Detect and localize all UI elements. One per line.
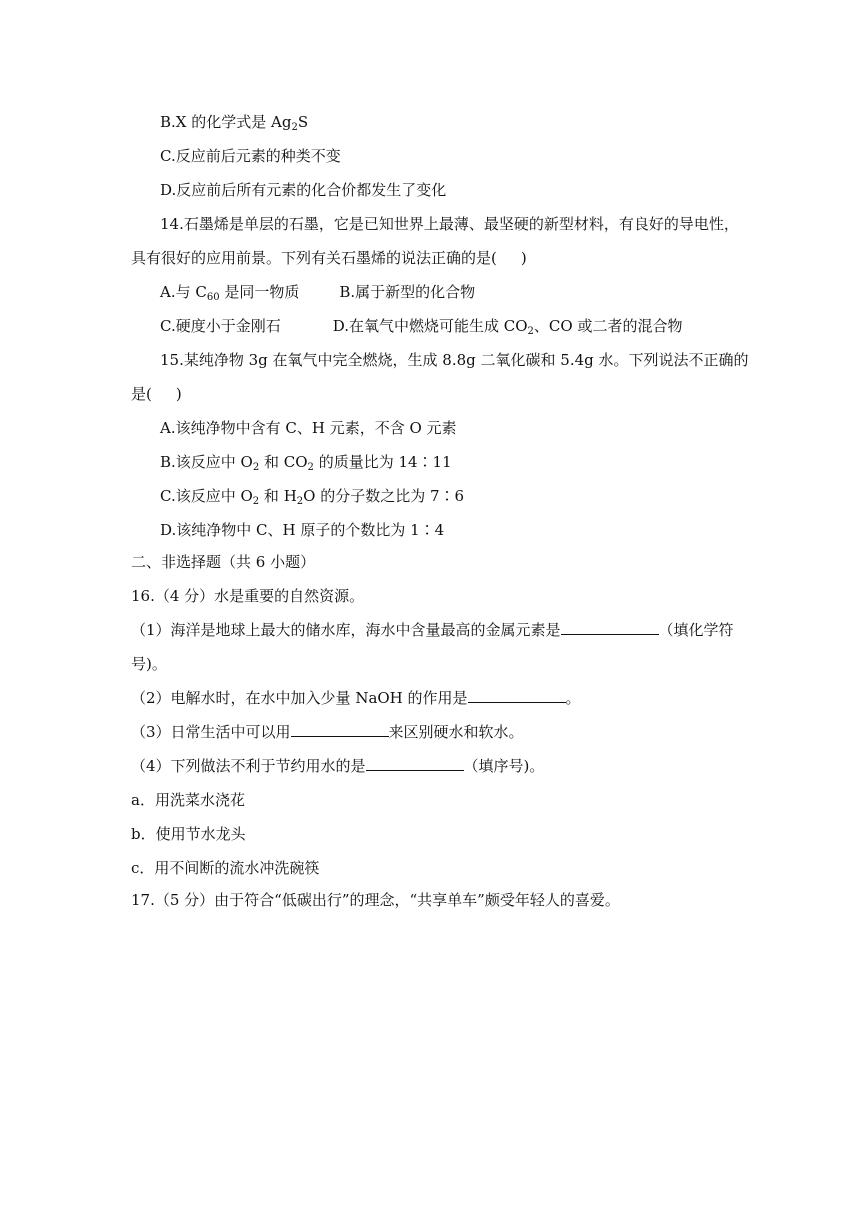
q13-option-d: D.反应前后所有元素的化合价都发生了变化: [160, 181, 447, 199]
q14-option-d: D.在氧气中燃烧可能生成 $CO_2$、CO 或二者的混合物: [332, 317, 683, 337]
q16-option-a: a．用洗菜水浇花: [131, 791, 245, 809]
q16-part2-blank[interactable]: [468, 688, 566, 703]
q16-part1-line1: （1）海洋是地球上最大的储水库，海水中含量最高的金属元素是 （填化学符: [131, 621, 734, 639]
q16-part4: （4）下列做法不利于节约用水的是 （填序号)。: [131, 757, 545, 775]
q14-options-ab: [160, 282, 475, 302]
q16-part1-line2: 号)。: [131, 655, 167, 673]
q16-part1-blank[interactable]: [561, 620, 659, 635]
q14-option-c: C.硬度小于金刚石: [160, 317, 281, 335]
q16-part3-blank[interactable]: [291, 722, 389, 737]
q16-part2: （2）电解水时，在水中加入少量 NaOH 的作用是 。: [131, 689, 581, 707]
section-heading: 二、非选择题（共 6 小题）: [131, 553, 316, 571]
q16-option-c: c．用不间断的流水冲洗碗筷: [131, 859, 320, 877]
q15-stem-line2: 是( ): [131, 385, 182, 403]
q15-option-b: B.该反应中 $O_2$ 和 $CO_2$ 的质量比为 14∶11: [160, 453, 452, 473]
q14-options-cd: [160, 316, 682, 336]
q14-stem-line1: 14.石墨烯是单层的石墨，它是已知世界上最薄、最坚硬的新型材料，有良好的导电性，: [160, 215, 739, 233]
q13-option-c: C.反应前后元素的种类不变: [160, 147, 341, 165]
q15-stem-line1: 15.某纯净物 3g 在氧气中完全燃烧，生成 8.8g 二氧化碳和 5.4g 水。下列说法不正确的: [160, 351, 749, 369]
q13-option-b: B.X 的化学式是 $Ag_2S$: [160, 113, 309, 133]
q16-option-b: b．使用节水龙头: [131, 825, 246, 843]
q15-option-a: A.该纯净物中含有 C、H 元素，不含 O 元素: [160, 419, 457, 437]
q16-part3: （3）日常生活中可以用 来区别硬水和软水。: [131, 723, 524, 741]
q14-option-b: B.属于新型的化合物: [339, 283, 476, 301]
q16-part4-blank[interactable]: [366, 756, 464, 771]
q14-option-a: A.与 $C_{60}$ 是同一物质: [160, 283, 300, 303]
q15-option-d: D.该纯净物中 C、H 原子的个数比为 1∶4: [160, 521, 445, 539]
q14-stem-line2: 具有很好的应用前景。下列有关石墨烯的说法正确的是( ): [131, 249, 527, 267]
q16-stem: 16.（4 分）水是重要的自然资源。: [131, 587, 365, 605]
q15-option-c: C.该反应中 $O_2$ 和 $H_2O$ 的分子数之比为 7∶6: [160, 487, 465, 507]
q17-stem: 17.（5 分）由于符合“低碳出行”的理念，“共享单车”颇受年轻人的喜爱。: [131, 891, 620, 909]
